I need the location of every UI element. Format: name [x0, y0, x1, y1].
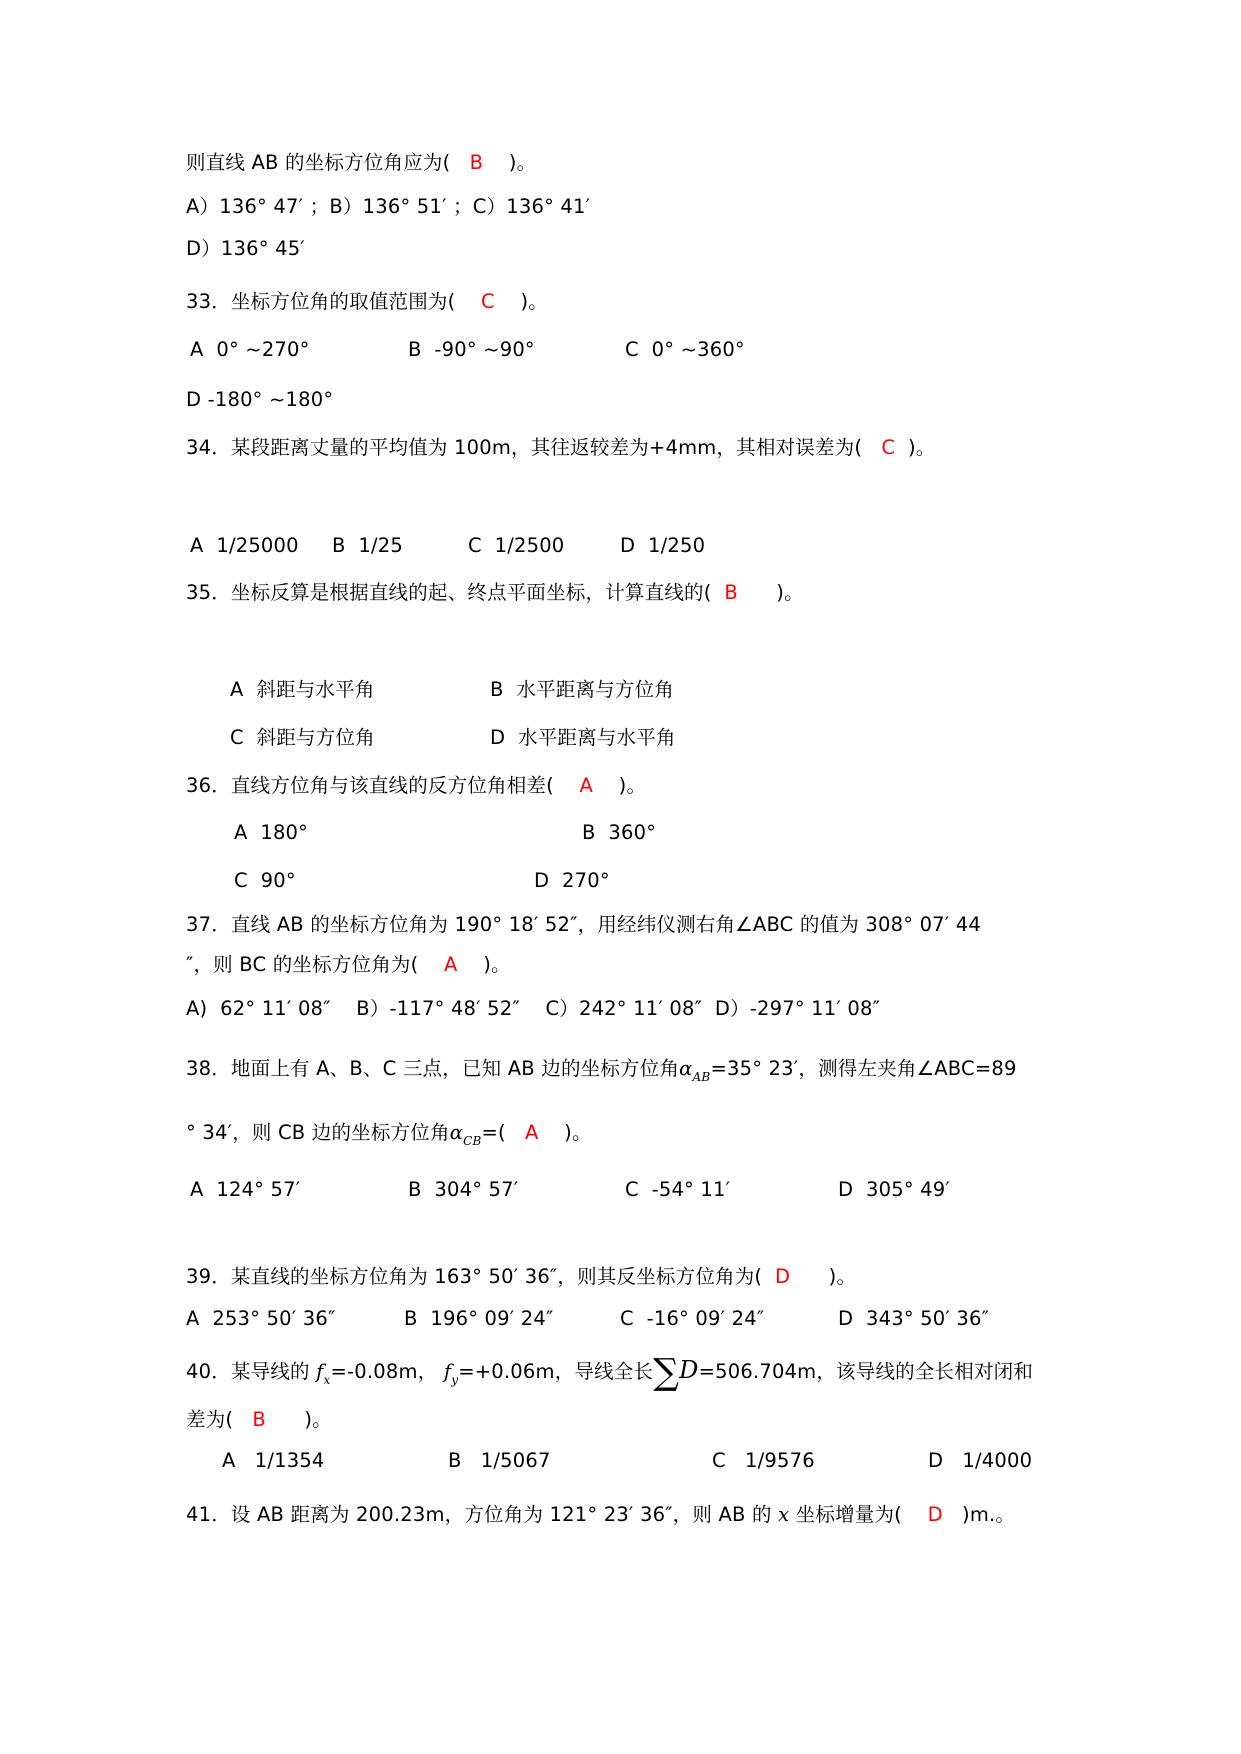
q35-stem	[186, 580, 804, 606]
q39-stem	[186, 1264, 856, 1290]
q33-option-c: C 0° ~360°	[625, 338, 745, 361]
q33-option-a: A 0° ~270°	[190, 338, 310, 361]
q36-stem-text: 36．直线方位角与该直线的反方位角相差(	[186, 774, 580, 797]
q39-answer: D	[775, 1265, 791, 1288]
q40-option-d: D 1/4000	[928, 1449, 1033, 1472]
q38-paren-open: =(	[481, 1121, 526, 1144]
q40-option-b: B 1/5067	[448, 1449, 551, 1472]
q35-stem-text: 35．坐标反算是根据直线的起、终点平面坐标，计算直线的(	[186, 581, 725, 604]
q40-fy-value: =+0.06m，导线全长	[458, 1360, 654, 1383]
q37-stem-line2	[186, 952, 511, 978]
q40-d-symbol: D	[679, 1356, 699, 1384]
q41-stem-text-2: 坐标增量为(	[789, 1503, 928, 1526]
q38-option-b: B 304° 57′	[408, 1178, 519, 1201]
q37-stem-end: )。	[457, 953, 511, 976]
q34-stem-end: )。	[895, 436, 936, 459]
q40-stem-line2	[186, 1407, 332, 1433]
q35-option-c: C 斜距与方位角	[230, 726, 375, 749]
q38-subscript-ab: AB	[692, 1070, 711, 1084]
q37-answer: A	[444, 953, 458, 976]
q35-answer: B	[724, 581, 738, 604]
q39-stem-text: 39．某直线的坐标方位角为 163° 50′ 36″，则其反坐标方位角为(	[186, 1265, 776, 1288]
q40-sigma-symbol: ∑	[653, 1352, 680, 1393]
q34-option-b: B 1/25	[332, 534, 403, 557]
q34-stem	[186, 435, 936, 461]
q40-fy-f: f	[443, 1360, 452, 1383]
q39-option-c: C -16° 09′ 24″	[620, 1307, 765, 1330]
q39-option-d: D 343° 50′ 36″	[838, 1307, 990, 1330]
q33-stem-end: )。	[494, 290, 548, 313]
q38-stem-text-3: ° 34′，则 CB 边的坐标方位角	[186, 1121, 450, 1144]
q36-answer: A	[579, 774, 594, 797]
q32-options-line2: D）136° 45′	[186, 237, 305, 260]
q38-stem-line1	[186, 1056, 1017, 1084]
q40-subscript-y: y	[451, 1373, 459, 1387]
q38-alpha-ab: α	[679, 1057, 693, 1080]
q37-options: A) 62° 11′ 08″ B）-117° 48′ 52″ C）242° 11′ 08″ D）-297° 11′ 08″	[186, 997, 881, 1020]
q33-stem	[186, 289, 548, 315]
q37-stem-text: ″，则 BC 的坐标方位角为(	[186, 953, 445, 976]
q40-subscript-x: x	[323, 1373, 331, 1387]
q38-stem-line2	[186, 1120, 592, 1148]
q40-stem-end: )。	[265, 1408, 332, 1431]
q38-alpha-cb: α	[449, 1121, 464, 1144]
q41-answer: D	[927, 1503, 943, 1526]
q38-stem-text-2: =35° 23′，测得左夹角∠ABC=89	[710, 1057, 1017, 1080]
q41-x-symbol: x	[778, 1503, 790, 1526]
q32-stem-end: )。	[483, 151, 537, 174]
q34-answer: C	[881, 436, 896, 459]
q40-option-a: A 1/1354	[222, 1449, 325, 1472]
q37-stem-line1: 37．直线 AB 的坐标方位角为 190° 18′ 52″，用经纬仪测右角∠ABC 的值为 308° 07′ 44	[186, 913, 982, 936]
q33-answer: C	[481, 290, 495, 313]
q32-stem-text: 则直线 AB 的坐标方位角应为(	[186, 151, 470, 174]
q40-option-c: C 1/9576	[712, 1449, 815, 1472]
q41-stem-text: 41．设 AB 距离为 200.23m，方位角为 121° 23′ 36″，则 AB 的	[186, 1503, 779, 1526]
q39-option-b: B 196° 09′ 24″	[404, 1307, 554, 1330]
q34-option-d: D 1/250	[620, 534, 706, 557]
q38-option-c: C -54° 11′	[625, 1178, 731, 1201]
q41-stem-end: )m.。	[942, 1503, 1016, 1526]
q36-option-a: A 180°	[234, 821, 309, 844]
q38-stem-text: 38．地面上有 A、B、C 三点，已知 AB 边的坐标方位角	[186, 1057, 680, 1080]
q36-stem-end: )。	[593, 774, 647, 797]
q36-option-b: B 360°	[582, 821, 657, 844]
q40-fx-f: f	[316, 1360, 324, 1383]
q38-stem-end: )。	[538, 1121, 592, 1144]
q40-stem-line1	[186, 1352, 1034, 1393]
q38-subscript-cb: CB	[463, 1134, 482, 1148]
q32-stem	[186, 150, 536, 176]
q33-stem-text: 33．坐标方位角的取值范围为(	[186, 290, 482, 313]
q38-answer: A	[525, 1121, 539, 1144]
q34-option-a: A 1/25000	[190, 534, 299, 557]
q35-stem-end: )。	[737, 581, 804, 604]
q33-option-d: D -180° ~180°	[186, 388, 334, 411]
q33-option-b: B -90° ~90°	[408, 338, 535, 361]
q38-option-d: D 305° 49′	[838, 1178, 951, 1201]
q32-answer: B	[469, 151, 484, 174]
q35-option-a: A 斜距与水平角	[230, 678, 375, 701]
q40-fx-value: =-0.08m，	[330, 1360, 444, 1383]
q36-option-c: C 90°	[234, 869, 296, 892]
q36-stem	[186, 773, 646, 799]
q40-answer: B	[252, 1408, 266, 1431]
q38-option-a: A 124° 57′	[190, 1178, 301, 1201]
q39-option-a: A 253° 50′ 36″	[186, 1307, 336, 1330]
q35-option-b: B 水平距离与方位角	[490, 678, 674, 701]
q35-option-d: D 水平距离与水平角	[490, 726, 676, 749]
q34-option-c: C 1/2500	[468, 534, 565, 557]
q40-stem-text-3: 差为(	[186, 1408, 253, 1431]
q39-stem-end: )。	[790, 1265, 857, 1288]
q40-stem-text-2: =506.704m，该导线的全长相对闭和	[698, 1360, 1034, 1383]
q40-stem-text: 40．某导线的	[186, 1360, 317, 1383]
q34-stem-text: 34．某段距离丈量的平均值为 100m，其往返较差为+4mm，其相对误差为(	[186, 436, 882, 459]
q41-stem	[186, 1502, 1015, 1528]
q32-options-line1: A）136° 47′ ；B）136° 51′ ；C）136° 41′	[186, 195, 591, 218]
q36-option-d: D 270°	[534, 869, 610, 892]
